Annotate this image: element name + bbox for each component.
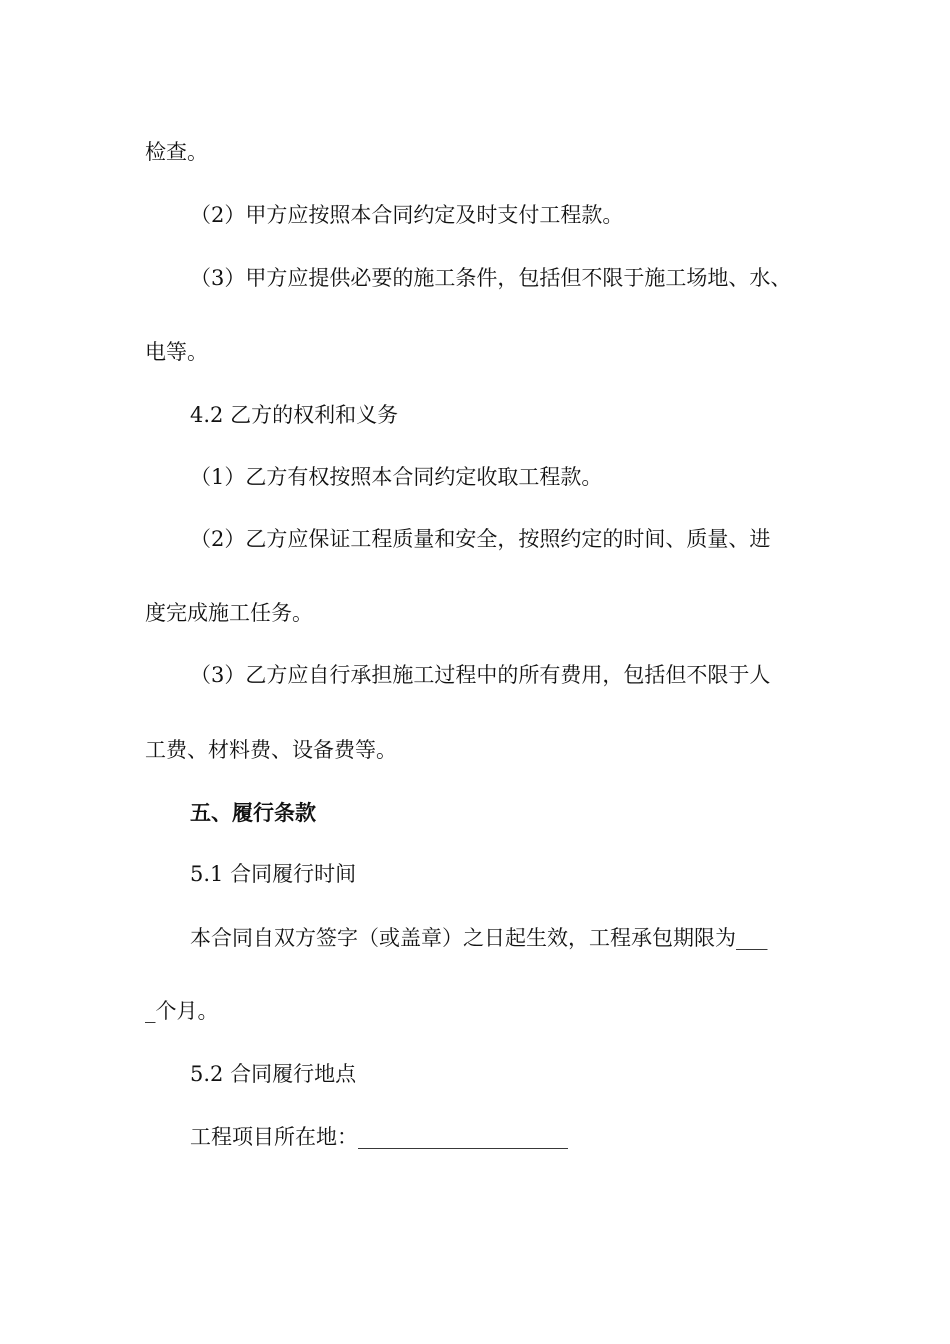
paragraph-line: （2）乙方应保证工程质量和安全，按照约定的时间、质量、进	[190, 527, 771, 551]
section-heading: 4.2 乙方的权利和义务	[190, 403, 399, 427]
paragraph-line: （1）乙方有权按照本合同约定收取工程款。	[190, 465, 603, 489]
paragraph-line: 检查。	[145, 140, 208, 164]
section-heading: 5.2 合同履行地点	[190, 1062, 357, 1086]
paragraph-line: 本合同自双方签字（或盖章）之日起生效，工程承包期限为___	[190, 926, 768, 950]
paragraph-line: _个月。	[145, 999, 219, 1023]
form-field-line: 工程项目所在地：____________________	[190, 1125, 568, 1149]
paragraph-line: （2）甲方应按照本合同约定及时支付工程款。	[190, 203, 624, 227]
chapter-heading: 五、履行条款	[190, 800, 316, 825]
paragraph-line: （3）乙方应自行承担施工过程中的所有费用，包括但不限于人	[190, 663, 771, 687]
paragraph-line: （3）甲方应提供必要的施工条件，包括但不限于施工场地、水、	[190, 266, 792, 290]
paragraph-line: 度完成施工任务。	[145, 601, 313, 625]
paragraph-line: 工费、材料费、设备费等。	[145, 738, 397, 762]
paragraph-line: 电等。	[145, 340, 208, 364]
section-heading: 5.1 合同履行时间	[190, 862, 357, 886]
